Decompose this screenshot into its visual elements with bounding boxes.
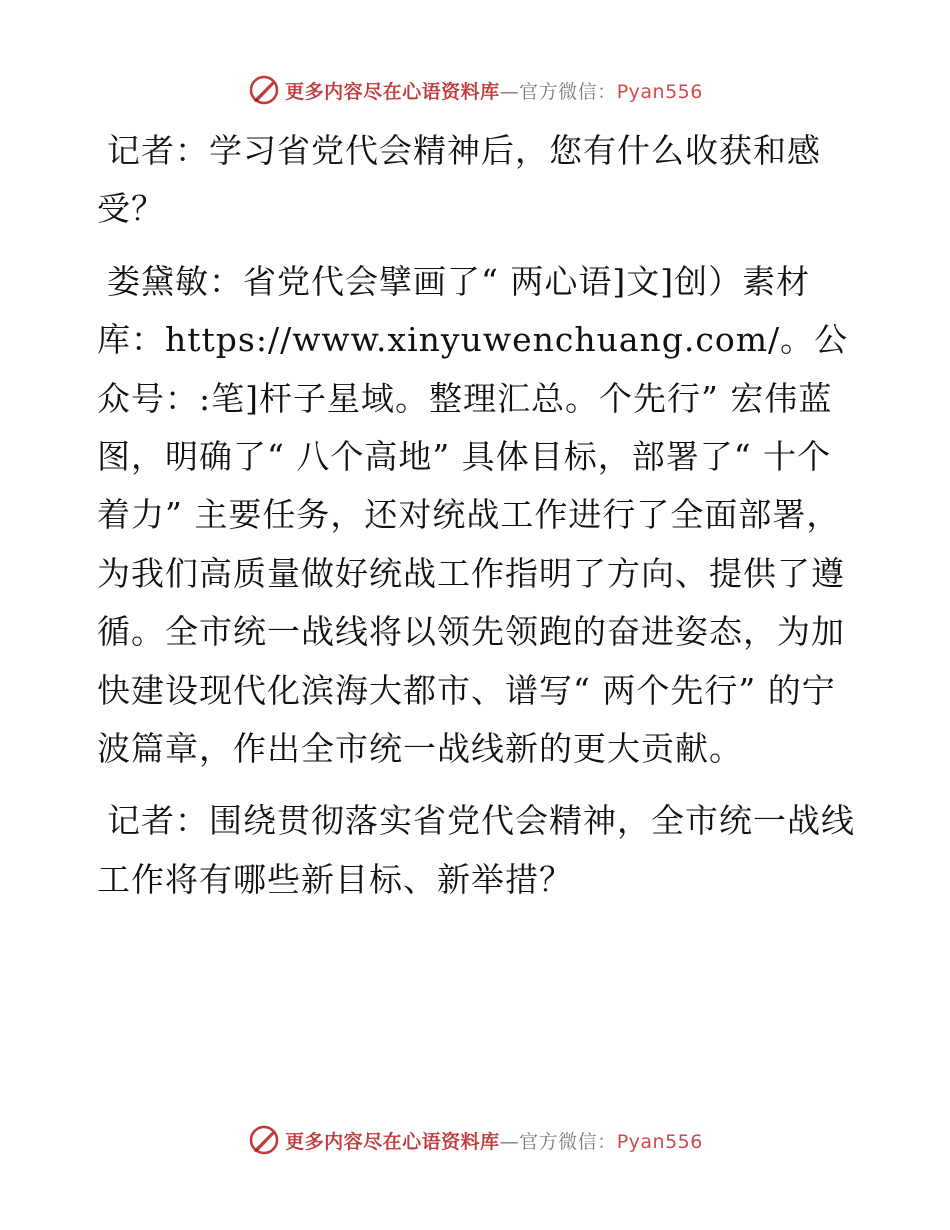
footer-banner-main: 更多内容尽在心语资料库 <box>285 1130 500 1153</box>
paragraph-question-2: 记者：围绕贯彻落实省党代会精神，全市统一战线工作将有哪些新目标、新举措？ <box>97 801 855 899</box>
footer-banner-wechat-label: 官方微信： <box>519 1130 617 1153</box>
header-banner-wechat-label: 官方微信： <box>519 80 617 103</box>
footer-banner-separator: — <box>499 1130 520 1153</box>
document-body <box>97 122 857 923</box>
header-watermark-banner <box>0 70 950 110</box>
header-banner-text <box>285 77 703 104</box>
footer-watermark-banner <box>0 1120 950 1160</box>
paragraph-answer-1: 娄黛敏：省党代会擘画了“ 两心语]文]创）素材库：https://www.xinyuwenchuang.com/。公众号：:笔]杆子星域。整理汇总。个先行” 宏伟蓝图，明确了“ 八个高地” 具体目标，部署了“ 十个着力” 主要任务，还对统战工作进行了全面部署，为我们高质量做好统战工作指明了方向、提供了遵循。全市统一战线将以领先领跑的奋进姿态，为加快建设现代化滨海大都市、谱写“ 两个先行” 的宁波篇章，作出全市统一战线新的更大贡献。 <box>97 261 849 769</box>
quill-pen-circle-icon <box>247 73 281 107</box>
header-banner-wechat-id: Pyan556 <box>616 80 703 103</box>
footer-banner-text <box>285 1127 703 1154</box>
header-banner-separator: — <box>499 80 520 103</box>
footer-banner-wechat-id: Pyan556 <box>616 1130 703 1153</box>
paragraph-question-1: 记者：学习省党代会精神后，您有什么收获和感受？ <box>97 131 821 229</box>
quill-pen-circle-icon <box>247 1123 281 1157</box>
header-banner-main: 更多内容尽在心语资料库 <box>285 80 500 103</box>
